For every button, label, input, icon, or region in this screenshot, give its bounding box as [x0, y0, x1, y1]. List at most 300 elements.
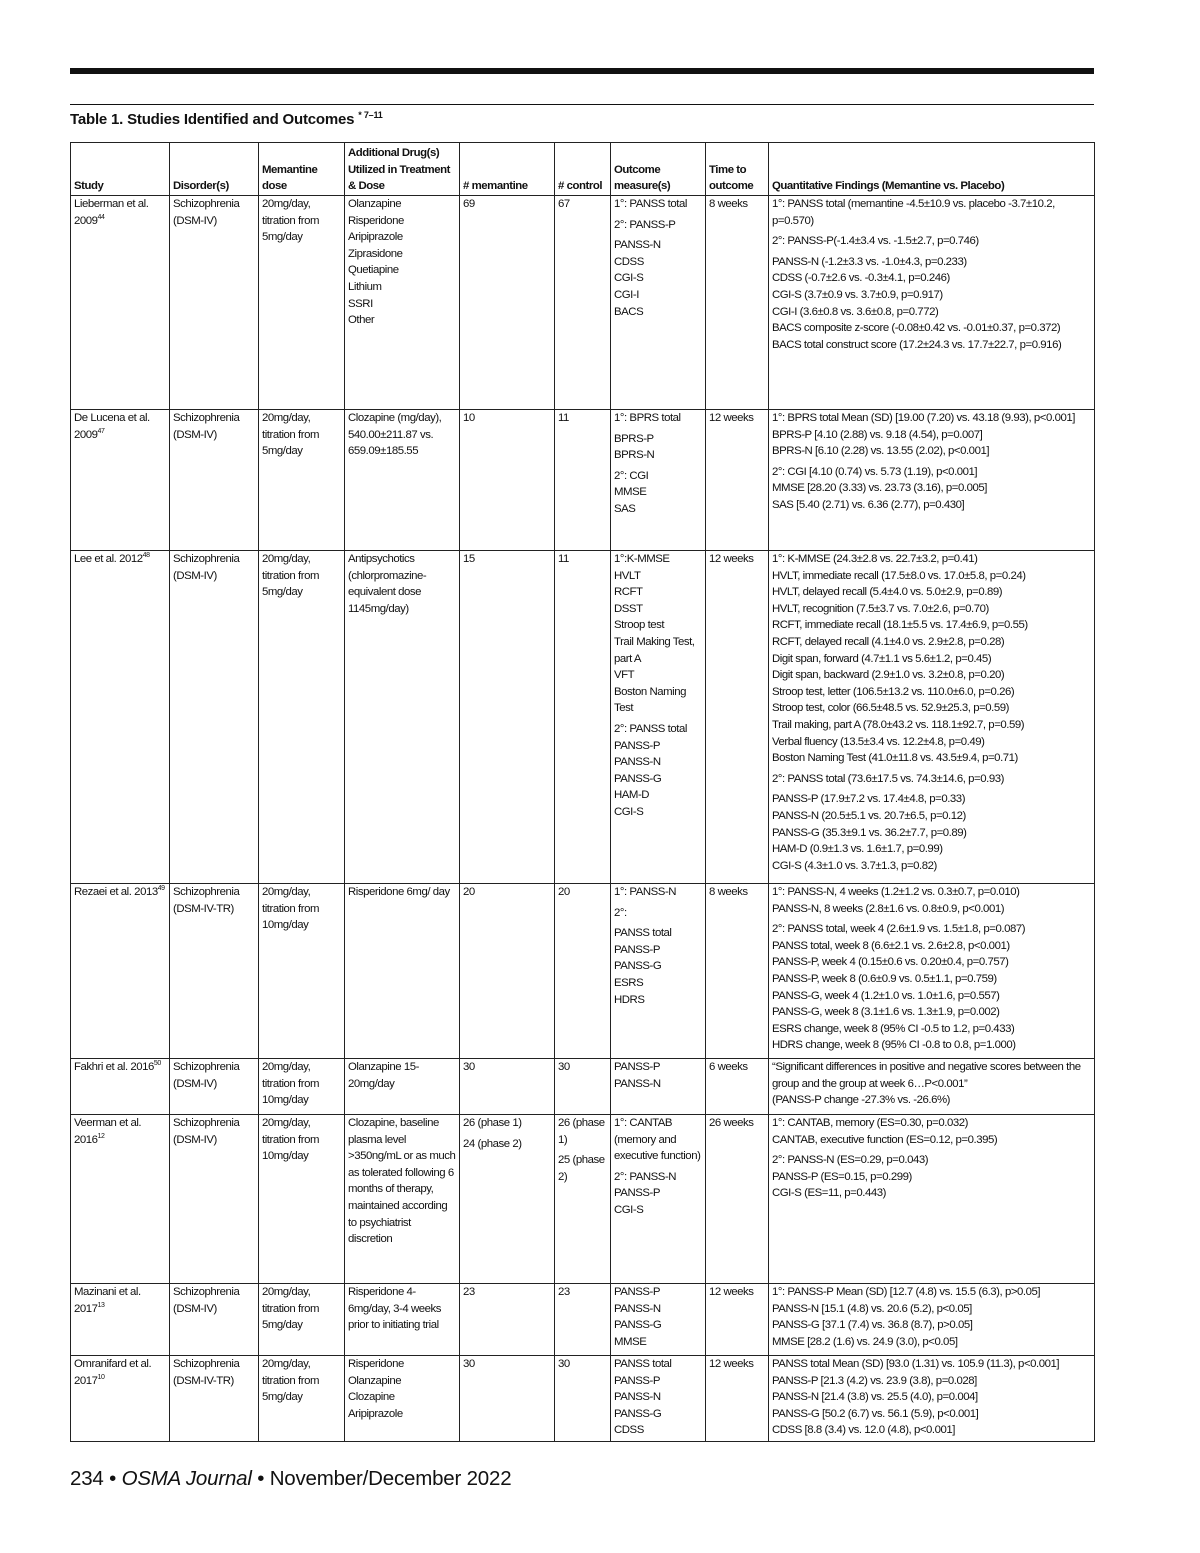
outcome-group [614, 196, 702, 213]
finding-line: PANSS total, week 8 (6.6±2.1 vs. 2.6±2.8, p<0.001) [772, 939, 1010, 952]
outcome-measure: HDRS [614, 993, 645, 1006]
finding-line: CGI-I (3.6±0.8 vs. 3.6±0.8, p=0.772) [772, 305, 939, 318]
memantine-n-cell [460, 1356, 555, 1442]
outcome-measure: HVLT [614, 569, 641, 582]
memantine-n-cell [460, 1115, 555, 1284]
findings-group [772, 791, 1091, 874]
finding-line: Verbal fluency (13.5±3.4 vs. 12.2±4.8, p=0.49) [772, 735, 985, 748]
findings-cell [769, 551, 1095, 884]
finding-line: MMSE [28.20 (3.33) vs. 23.73 (3.16), p=0.005] [772, 482, 987, 495]
additional-drug: Risperidone [348, 1358, 404, 1370]
finding-line: PANSS-G, week 4 (1.2±1.0 vs. 1.0±1.6, p=0.557) [772, 989, 1000, 1002]
time-cell [706, 410, 769, 551]
finding-line: PANSS-N [21.4 (3.8) vs. 25.5 (4.0), p=0.004] [772, 1391, 978, 1404]
memantine-n: 10 [463, 412, 475, 424]
outcome-measure: PANSS-N [614, 1302, 661, 1315]
outcome-measures-cell [611, 1115, 706, 1284]
outcome-group [614, 468, 702, 518]
finding-line: PANSS-P, week 4 (0.15±0.6 vs. 0.20±0.4, p=0.757) [772, 956, 1009, 969]
header-additional-drugs: Additional Drug(s) Utilized in Treatment & Dose [345, 143, 460, 196]
table-row [71, 1115, 1095, 1284]
dose-cell [259, 1059, 345, 1115]
finding-line: ESRS change, week 8 (95% CI -0.5 to 1.2, p=0.433) [772, 1022, 1015, 1035]
outcome-measure: PANSS-G [614, 1319, 662, 1332]
header-n-memantine: # memantine [460, 143, 555, 196]
study-cell [71, 410, 170, 551]
outcome-measures-cell [611, 1284, 706, 1356]
findings-cell [769, 196, 1095, 410]
table-row [71, 1059, 1095, 1115]
time-cell [706, 1356, 769, 1442]
additional-drug: Antipsychotics (chlorpromazine-equivalent dose 1145mg/day) [348, 553, 427, 615]
finding-line: 1°: K-MMSE (24.3±2.8 vs. 22.7±3.2, p=0.41) [772, 553, 978, 565]
header-n-control: # control [555, 143, 611, 196]
findings-group [772, 196, 1091, 229]
control-n: 30 [558, 1358, 570, 1370]
study-name: Lee et al. 2012 [74, 553, 143, 565]
additional-drug: Clozapine, baseline plasma level >350ng/mL or as much as tolerated following 6 months of therapy, maintained according to psychiatrist discretion [348, 1117, 456, 1246]
additional-drugs-cell [345, 1284, 460, 1356]
finding-line: PANSS-G, week 8 (3.1±1.6 vs. 1.3±1.9, p=0.002) [772, 1006, 1000, 1019]
journal-name: OSMA Journal [121, 1467, 252, 1490]
additional-drug: Clozapine (mg/day), 540.00±211.87 vs. 659.09±185.55 [348, 412, 442, 458]
findings-group [772, 1356, 1091, 1439]
outcome-measure: Boston Naming Test [614, 685, 687, 715]
disorder-text: Schizophrenia (DSM-IV) [173, 1117, 240, 1146]
outcome-measure: 1°: PANSS-N [614, 886, 677, 898]
finding-line: “Significant differences in positive and negative scores between the group and the group at week 6…P<0.001” [772, 1061, 1081, 1090]
study-reference: 13 [97, 1301, 105, 1309]
findings-group [772, 1284, 1091, 1350]
findings-group [772, 1152, 1091, 1202]
additional-drug: Ziprasidone [348, 247, 403, 260]
time-cell [706, 551, 769, 884]
dose-text: 20mg/day, titration from 5mg/day [262, 1286, 319, 1332]
header-row [71, 143, 1095, 196]
additional-drug: Quetiapine [348, 264, 399, 277]
footer-separator: • [251, 1467, 270, 1490]
control-n: 23 [558, 1286, 570, 1298]
outcome-measure: MMSE [614, 486, 647, 499]
additional-drugs-cell [345, 884, 460, 1059]
study-cell [71, 551, 170, 884]
outcome-measure: 2°: PANSS-N [614, 1170, 677, 1183]
study-cell [71, 884, 170, 1059]
disorder-text: Schizophrenia (DSM-IV) [173, 1061, 240, 1090]
outcome-measure: BPRS-P [614, 432, 654, 445]
outcome-measure: PANSS-P [614, 943, 661, 956]
finding-line: CANTAB, executive function (ES=0.12, p=0.395) [772, 1133, 998, 1146]
outcome-measure: PANSS-G [614, 1407, 662, 1420]
findings-cell [769, 1115, 1095, 1284]
outcome-group [614, 237, 702, 320]
outcome-measure: PANSS-P [614, 739, 661, 752]
finding-line: PANSS-G [50.2 (6.7) vs. 56.1 (5.9), p<0.001] [772, 1407, 979, 1420]
control-n-cell [555, 1059, 611, 1115]
disorder-cell [170, 1059, 259, 1115]
findings-group [772, 771, 1091, 788]
findings-group [772, 410, 1091, 460]
dose-text: 20mg/day, titration from 10mg/day [262, 886, 319, 932]
time-cell [706, 1115, 769, 1284]
finding-line: Stroop test, letter (106.5±13.2 vs. 110.0±6.0, p=0.26) [772, 685, 1015, 698]
study-name: Lieberman et al. 2009 [74, 198, 149, 227]
page-footer [70, 1467, 511, 1491]
study-reference: 44 [97, 213, 105, 221]
header-outcome-measures: Outcome measure(s) [611, 143, 706, 196]
outcome-group [614, 925, 702, 1008]
disorder-cell [170, 196, 259, 410]
study-reference: 49 [157, 885, 165, 893]
dose-cell [259, 1356, 345, 1442]
finding-line: PANSS-P (ES=0.15, p=0.299) [772, 1170, 912, 1183]
finding-line: BACS total construct score (17.2±24.3 vs. 17.7±22.7, p=0.916) [772, 338, 1062, 351]
findings-cell [769, 1356, 1095, 1442]
outcome-group [614, 1284, 702, 1350]
control-n-cell [555, 884, 611, 1059]
control-n: 26 (phase 1) [558, 1117, 605, 1146]
findings-group [772, 921, 1091, 1054]
outcome-group [614, 1169, 702, 1219]
outcome-group [614, 431, 702, 464]
disorder-cell [170, 551, 259, 884]
finding-line: 1°: CANTAB, memory (ES=0.30, p=0.032) [772, 1117, 968, 1129]
time-cell [706, 1284, 769, 1356]
memantine-n: 69 [463, 198, 475, 210]
memantine-n: 26 (phase 1) [463, 1117, 522, 1129]
outcome-measure: CGI-S [614, 272, 644, 285]
table-row [71, 196, 1095, 410]
finding-line: (PANSS-P change -27.3% vs. -26.6%) [772, 1094, 951, 1107]
memantine-n-cell [460, 1284, 555, 1356]
dose-cell [259, 551, 345, 884]
finding-line: CGI-S (ES=11, p=0.443) [772, 1187, 886, 1200]
outcome-measure: PANSS total [614, 1358, 672, 1370]
outcome-measure: 1°:K-MMSE [614, 553, 670, 565]
study-cell [71, 1115, 170, 1284]
outcome-measure: PANSS-P [614, 1061, 661, 1073]
outcome-measure: PANSS-N [614, 1391, 661, 1404]
outcome-measure: CGI-S [614, 805, 644, 818]
finding-line: Digit span, forward (4.7±1.1 vs 5.6±1.2, p=0.45) [772, 652, 992, 665]
additional-drug: Clozapine [348, 1391, 395, 1404]
additional-drugs-cell [345, 551, 460, 884]
time-cell [706, 884, 769, 1059]
memantine-n: 24 (phase 2) [463, 1137, 522, 1150]
finding-line: SAS [5.40 (2.71) vs. 6.36 (2.77), p=0.430] [772, 498, 965, 511]
outcome-group [614, 1059, 702, 1092]
memantine-n: 15 [463, 553, 475, 565]
outcome-measure: RCFT [614, 586, 643, 599]
outcome-measure: 2°: PANSS-P [614, 218, 676, 231]
outcome-measure: PANSS total [614, 927, 672, 940]
outcome-measure: Trail Making Test, part A [614, 635, 695, 665]
outcome-measure: BPRS-N [614, 449, 655, 462]
outcome-measure: DSST [614, 602, 643, 615]
disorder-text: Schizophrenia (DSM-IV-TR) [173, 886, 240, 915]
table-row [71, 410, 1095, 551]
study-reference: 12 [97, 1132, 105, 1140]
dose-cell [259, 196, 345, 410]
outcome-group [614, 551, 702, 717]
disorder-text: Schizophrenia (DSM-IV-TR) [173, 1358, 240, 1387]
control-n: 11 [558, 553, 569, 565]
findings-group [772, 551, 1091, 767]
disorder-cell [170, 1284, 259, 1356]
disorder-text: Schizophrenia (DSM-IV) [173, 1286, 240, 1315]
control-n-cell [555, 196, 611, 410]
finding-line: BACS composite z-score (-0.08±0.42 vs. -0.01±0.37, p=0.372) [772, 322, 1061, 335]
finding-line: HAM-D (0.9±1.3 vs. 1.6±1.7, p=0.99) [772, 843, 943, 856]
study-reference: 10 [97, 1373, 105, 1381]
outcome-measures-cell [611, 884, 706, 1059]
header-study: Study [71, 143, 170, 196]
disorder-cell [170, 884, 259, 1059]
dose-cell [259, 884, 345, 1059]
outcome-measure: ESRS [614, 976, 644, 989]
outcome-group [614, 905, 702, 922]
control-n: 67 [558, 198, 570, 210]
finding-line: 2°: CGI [4.10 (0.74) vs. 5.73 (1.19), p<0.001] [772, 465, 978, 478]
additional-drugs-cell [345, 196, 460, 410]
outcome-group [614, 1356, 702, 1439]
outcome-measure: SAS [614, 502, 636, 515]
time-to-outcome: 12 weeks [709, 412, 754, 424]
additional-drug: Aripiprazole [348, 1407, 403, 1420]
control-n-cell [555, 551, 611, 884]
outcome-measure: PANSS-N [614, 1077, 661, 1090]
table-row [71, 1284, 1095, 1356]
finding-line: Digit span, backward (2.9±1.0 vs. 3.2±0.8, p=0.20) [772, 669, 1005, 682]
control-n: 25 (phase 2) [558, 1154, 605, 1183]
finding-line: 1°: PANSS-N, 4 weeks (1.2±1.2 vs. 0.3±0.7, p=0.010) [772, 886, 1020, 898]
outcome-measure: PANSS-P [614, 1187, 661, 1200]
finding-line: 1°: PANSS total (memantine -4.5±10.9 vs. placebo -3.7±10.2, p=0.570) [772, 198, 1055, 227]
finding-line: 2°: PANSS total, week 4 (2.6±1.9 vs. 1.5±1.8, p=0.087) [772, 923, 1026, 936]
dose-text: 20mg/day, titration from 5mg/day [262, 412, 319, 458]
time-to-outcome: 8 weeks [709, 886, 748, 898]
disorder-cell [170, 410, 259, 551]
finding-line: MMSE [28.2 (1.6) vs. 24.9 (3.0), p<0.05] [772, 1335, 958, 1348]
additional-drug: Aripiprazole [348, 231, 403, 244]
time-cell [706, 1059, 769, 1115]
additional-drug: Risperidone 4-6mg/day, 3-4 weeks prior to initiating trial [348, 1286, 441, 1332]
study-cell [71, 1356, 170, 1442]
time-to-outcome: 26 weeks [709, 1117, 754, 1129]
table-row [71, 1356, 1095, 1442]
disorder-text: Schizophrenia (DSM-IV) [173, 198, 240, 227]
memantine-n-cell [460, 196, 555, 410]
top-rule [70, 68, 1094, 74]
page-number: 234 [70, 1467, 104, 1490]
outcome-group [614, 217, 702, 234]
finding-line: RCFT, immediate recall (18.1±5.5 vs. 17.4±6.9, p=0.55) [772, 619, 1028, 632]
outcome-group [614, 721, 702, 821]
findings-group [772, 884, 1091, 917]
outcome-measure: 1°: BPRS total [614, 412, 681, 424]
disorder-text: Schizophrenia (DSM-IV) [173, 412, 240, 441]
findings-group [772, 254, 1091, 354]
control-n-cell [555, 1356, 611, 1442]
header-disorder: Disorder(s) [170, 143, 259, 196]
study-reference: 50 [153, 1060, 161, 1068]
dose-text: 20mg/day, titration from 5mg/day [262, 553, 319, 599]
additional-drugs-cell [345, 1059, 460, 1115]
study-name: Rezaei et al. 2013 [74, 886, 158, 898]
outcome-measure: Stroop test [614, 619, 665, 632]
findings-group [772, 1059, 1091, 1109]
time-to-outcome: 12 weeks [709, 553, 754, 565]
dose-text: 20mg/day, titration from 5mg/day [262, 198, 319, 244]
time-to-outcome: 12 weeks [709, 1358, 754, 1370]
findings-cell [769, 1284, 1095, 1356]
additional-drug: Lithium [348, 280, 382, 293]
finding-line: CDSS [8.8 (3.4) vs. 12.0 (4.8), p<0.001] [772, 1424, 956, 1437]
outcome-measure: CDSS [614, 1424, 644, 1437]
outcome-measure: 2°: [614, 906, 627, 919]
additional-drug: Olanzapine [348, 198, 402, 210]
outcome-measures-cell [611, 1356, 706, 1442]
finding-line: HVLT, immediate recall (17.5±8.0 vs. 17.0±5.8, p=0.24) [772, 569, 1026, 582]
header-time-to-outcome: Time to outcome [706, 143, 769, 196]
dose-text: 20mg/day, titration from 10mg/day [262, 1117, 319, 1163]
outcome-measure: PANSS-P [614, 1374, 661, 1387]
finding-line: CDSS (-0.7±2.6 vs. -0.3±4.1, p=0.246) [772, 272, 950, 285]
memantine-n: 30 [463, 1061, 475, 1073]
finding-line: PANSS-P, week 8 (0.6±0.9 vs. 0.5±1.1, p=0.759) [772, 972, 997, 985]
outcome-measure: PANSS-G [614, 960, 662, 973]
study-cell [71, 1284, 170, 1356]
header-memantine-dose: Memantine dose [259, 143, 345, 196]
finding-line: 1°: BPRS total Mean (SD) [19.00 (7.20) vs. 43.18 (9.93), p<0.001] [772, 412, 1075, 424]
study-cell [71, 1059, 170, 1115]
finding-line: PANSS-G [37.1 (7.4) vs. 36.8 (8.7), p>0.05] [772, 1319, 973, 1332]
finding-line: Stroop test, color (66.5±48.5 vs. 52.9±25.3, p=0.59) [772, 702, 1010, 715]
finding-line: HVLT, delayed recall (5.4±4.0 vs. 5.0±2.9, p=0.89) [772, 586, 1003, 599]
outcome-measure: HAM-D [614, 789, 650, 802]
outcome-measures-cell [611, 1059, 706, 1115]
finding-line: PANSS-N (20.5±5.1 vs. 20.7±6.5, p=0.12) [772, 809, 966, 822]
finding-line: PANSS-P [21.3 (4.2) vs. 23.9 (3.8), p=0.028] [772, 1374, 977, 1387]
study-reference: 47 [97, 427, 105, 435]
additional-drug: Olanzapine [348, 1374, 402, 1387]
memantine-n: 23 [463, 1286, 475, 1298]
finding-line: PANSS-N [15.1 (4.8) vs. 20.6 (5.2), p<0.05] [772, 1302, 972, 1315]
outcome-measure: 1°: CANTAB (memory and executive function) [614, 1117, 701, 1163]
disorder-cell [170, 1356, 259, 1442]
outcome-measure: PANSS-P [614, 1286, 661, 1298]
findings-group [772, 233, 1091, 250]
control-n: 20 [558, 886, 570, 898]
outcome-measures-cell [611, 196, 706, 410]
finding-line: PANSS-P (17.9±7.2 vs. 17.4±4.8, p=0.33) [772, 793, 966, 806]
table-row [71, 551, 1095, 884]
finding-line: CGI-S (3.7±0.9 vs. 3.7±0.9, p=0.917) [772, 288, 943, 301]
outcome-measure: 1°: PANSS total [614, 198, 687, 210]
title-rule [70, 104, 1094, 105]
additional-drug: Other [348, 314, 375, 327]
additional-drug: Risperidone [348, 214, 404, 227]
memantine-n-cell [460, 884, 555, 1059]
study-name: Fakhri et al. 2016 [74, 1061, 154, 1073]
outcome-measure: 2°: PANSS total [614, 722, 687, 735]
additional-drug: SSRI [348, 297, 373, 310]
outcome-measure: 2°: CGI [614, 469, 649, 482]
findings-cell [769, 884, 1095, 1059]
outcome-measure: BACS [614, 305, 644, 318]
dose-cell [259, 1115, 345, 1284]
time-cell [706, 196, 769, 410]
finding-line: BPRS-N [6.10 (2.28) vs. 13.55 (2.02), p<0.001] [772, 445, 990, 458]
study-name: Omranifard et al. 2017 [74, 1358, 152, 1387]
outcome-measure: CDSS [614, 255, 644, 268]
control-n: 11 [558, 412, 569, 424]
outcome-group [614, 884, 702, 901]
finding-line: BPRS-P [4.10 (2.88) vs. 9.18 (4.54), p=0.007] [772, 428, 983, 441]
study-reference: 48 [142, 552, 150, 560]
memantine-n-cell [460, 1059, 555, 1115]
finding-line: CGI-S (4.3±1.0 vs. 3.7±1.3, p=0.82) [772, 859, 937, 872]
control-n-cell [555, 410, 611, 551]
outcome-group [614, 410, 702, 427]
study-name: Mazinani et al. 2017 [74, 1286, 141, 1315]
finding-line: 2°: PANSS-P(-1.4±3.4 vs. -1.5±2.7, p=0.746) [772, 235, 979, 248]
time-to-outcome: 8 weeks [709, 198, 748, 210]
table-row [71, 884, 1095, 1059]
memantine-n: 30 [463, 1358, 475, 1370]
table-title-marker: * 7–11 [358, 110, 383, 120]
outcome-measures-cell [611, 551, 706, 884]
additional-drug: Risperidone 6mg/ day [348, 886, 450, 898]
disorder-cell [170, 1115, 259, 1284]
outcome-measure: CGI-I [614, 288, 639, 301]
additional-drugs-cell [345, 1115, 460, 1284]
findings-cell [769, 1059, 1095, 1115]
finding-line: PANSS total Mean (SD) [93.0 (1.31) vs. 105.9 (11.3), p<0.001] [772, 1358, 1060, 1370]
finding-line: HDRS change, week 8 (95% CI -0.8 to 0.8, p=1.000) [772, 1039, 1016, 1052]
dose-text: 20mg/day, titration from 10mg/day [262, 1061, 319, 1107]
outcome-measure: PANSS-G [614, 772, 662, 785]
memantine-n: 20 [463, 886, 475, 898]
table-title-text: Table 1. Studies Identified and Outcomes [70, 111, 355, 128]
findings-group [772, 464, 1091, 514]
dose-cell [259, 1284, 345, 1356]
outcome-group [614, 1115, 702, 1165]
finding-line: RCFT, delayed recall (4.1±4.0 vs. 2.9±2.8, p=0.28) [772, 635, 1005, 648]
finding-line: PANSS-N, 8 weeks (2.8±1.6 vs. 0.8±0.9, p<0.001) [772, 902, 1005, 915]
header-quantitative-findings: Quantitative Findings (Memantine vs. Placebo) [769, 143, 1095, 196]
control-n: 30 [558, 1061, 570, 1073]
dose-cell [259, 410, 345, 551]
findings-cell [769, 410, 1095, 551]
outcome-measures-cell [611, 410, 706, 551]
footer-separator: • [103, 1467, 122, 1490]
studies-table [70, 142, 1095, 1442]
dose-text: 20mg/day, titration from 5mg/day [262, 1358, 319, 1404]
outcome-measure: CGI-S [614, 1203, 644, 1216]
findings-group [772, 1115, 1091, 1148]
memantine-n-cell [460, 551, 555, 884]
finding-line: Boston Naming Test (41.0±11.8 vs. 43.5±9.4, p=0.71) [772, 752, 1018, 765]
time-to-outcome: 6 weeks [709, 1061, 748, 1073]
table-body [71, 196, 1095, 1442]
finding-line: 2°: PANSS-N (ES=0.29, p=0.043) [772, 1154, 929, 1167]
outcome-measure: PANSS-N [614, 756, 661, 769]
finding-line: 1°: PANSS-P Mean (SD) [12.7 (4.8) vs. 15.5 (6.3), p>0.05] [772, 1286, 1041, 1298]
outcome-measure: PANSS-N [614, 239, 661, 252]
finding-line: HVLT, recognition (7.5±3.7 vs. 7.0±2.6, p=0.70) [772, 602, 989, 615]
memantine-n-cell [460, 410, 555, 551]
